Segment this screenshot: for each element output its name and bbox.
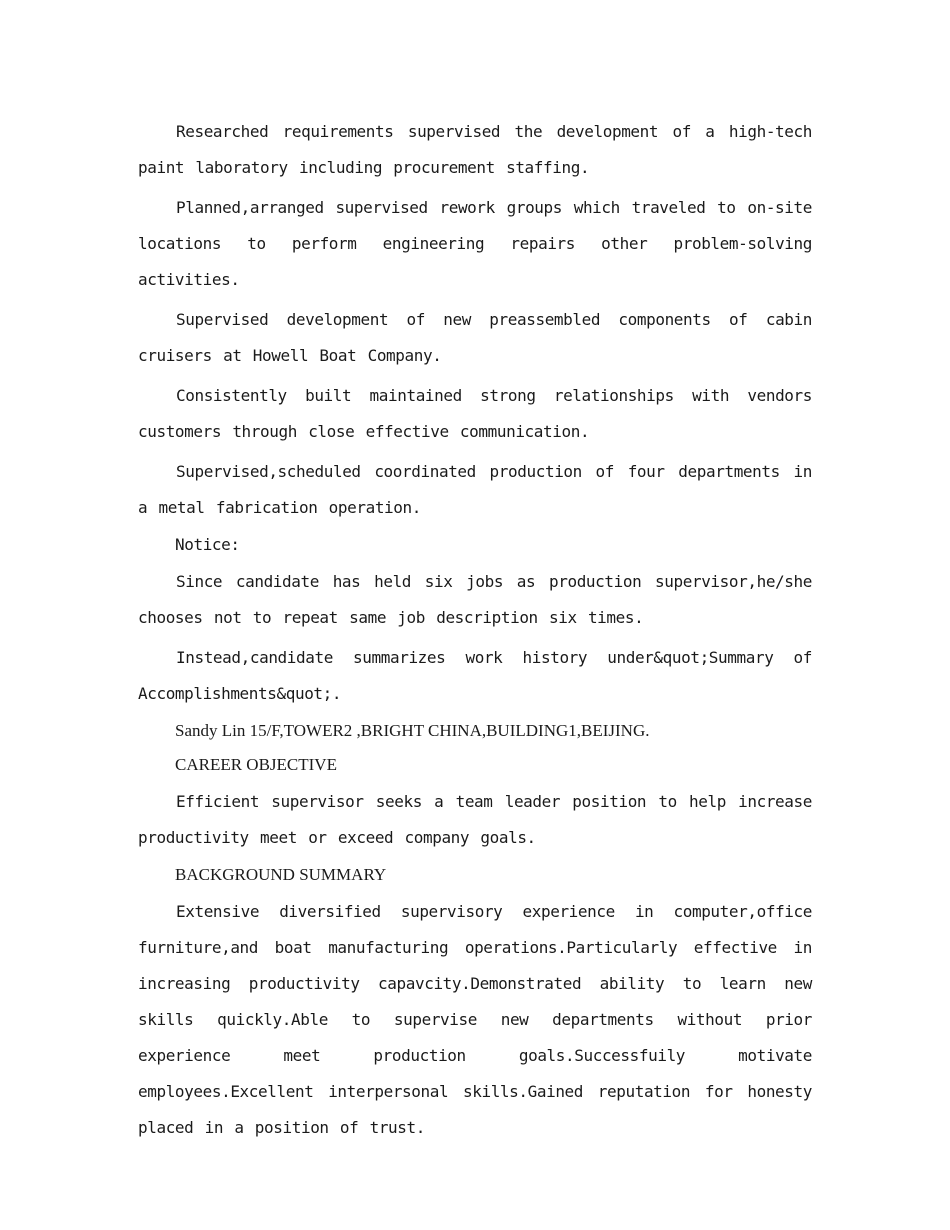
paragraph-cabin-cruisers: Supervised development of new preassembled components of cabin cruisers at Howell Boat Company. [138,310,812,365]
paragraph-background-summary: Extensive diversified supervisory experience in computer,office furniture,and boat manufacturing operations.Particularly effective in increasing productivity capavcity.Demonstrated ability to learn new skills quickly.Able to supervise new departments without prior experience meet production goals.Successfuily motivate employees.Excellent interpersonal skills.Gained reputation for honesty placed in a position of trust. [138,902,812,1137]
paragraph-career-objective: Efficient supervisor seeks a team leader position to help increase productivity meet or exceed company goals. [138,792,812,847]
paragraph-research: Researched requirements supervised the development of a high-tech paint laboratory including procurement staffing. [138,122,812,177]
address-line: Sandy Lin 15/F,TOWER2 ,BRIGHT CHINA,BUILDING1,BEIJING. [175,721,650,740]
background-summary-heading: BACKGROUND SUMMARY [175,865,387,884]
paragraph-rework: Planned,arranged supervised rework groups which traveled to on-site locations to perform engineering repairs other problem-solving activities. [138,198,812,289]
notice-label: Notice: [175,535,240,554]
paragraph-six-jobs: Since candidate has held six jobs as production supervisor,he/she chooses not to repeat same job description six times. [138,572,812,627]
paragraph-summary-note: Instead,candidate summarizes work history under&quot;Summary of Accomplishments&quot;. [138,648,812,703]
paragraph-relationships: Consistently built maintained strong relationships with vendors customers through close effective communication. [138,386,812,441]
career-objective-heading: CAREER OBJECTIVE [175,755,337,774]
paragraph-metal-fabrication: Supervised,scheduled coordinated production of four departments in a metal fabrication operation. [138,462,812,517]
document-page [138,114,812,1150]
